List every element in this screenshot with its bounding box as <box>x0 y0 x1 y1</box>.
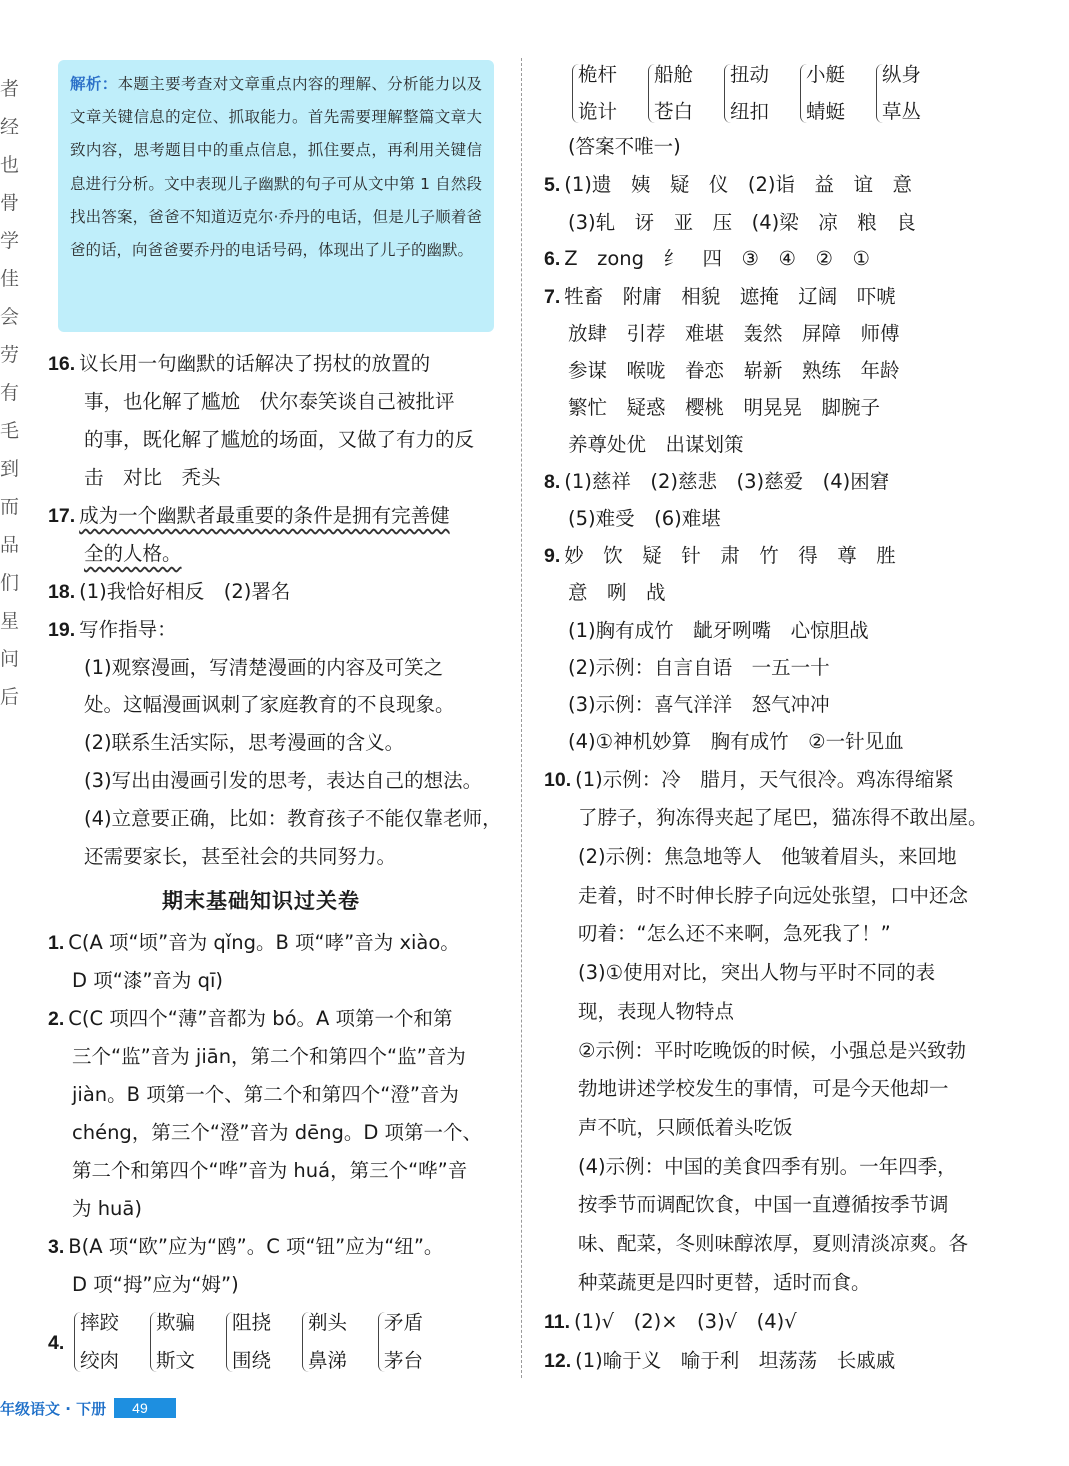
pair-word: 扭动 <box>730 63 770 86</box>
edge-char: 劳 <box>0 344 20 366</box>
q3-line1: 3. B(A 项“欧”应为“鸥”。C 项“钮”应为“纽”。 <box>48 1235 444 1258</box>
pair-word: 斯文 <box>156 1349 196 1372</box>
q9-line: (1)胸有成竹 龇牙咧嘴 心惊胆战 <box>568 619 869 642</box>
edge-char: 星 <box>0 610 20 632</box>
q7-line1: 7. 牲畜 附庸 相貌 遮掩 辽阔 吓唬 <box>544 285 896 308</box>
q10-line: (3)①使用对比，突出人物与平时不同的表 <box>578 961 936 984</box>
q1-line2: D 项“漆”音为 qī) <box>72 969 224 992</box>
q10-line: 声不吭，只顾低着头吃饭 <box>578 1116 793 1139</box>
q9-line1: 9. 妙 饮 疑 针 肃 竹 得 尊 胜 <box>544 544 896 567</box>
q10-line: 走着，时不时伸长脖子向远处张望，口中还念 <box>578 884 969 907</box>
edge-char: 骨 <box>0 192 20 214</box>
pair-word: 桅杆 <box>578 63 618 86</box>
pair-word: 鼻涕 <box>308 1349 348 1372</box>
edge-char: 者 <box>0 78 20 100</box>
q17-line2: 全的人格。 <box>84 542 182 565</box>
q12: 12. (1)喻于义 喻于利 坦荡荡 长戚戚 <box>544 1349 896 1372</box>
page-number: 49 <box>114 1398 176 1418</box>
edge-char: 会 <box>0 306 20 328</box>
q10-line: 勃地讲述学校发生的事情，可是今天他却一 <box>578 1077 949 1100</box>
q7-line: 繁忙 疑惑 樱桃 明晃晃 脚腕子 <box>568 396 881 419</box>
q19-line: 还需要家长，甚至社会的共同努力。 <box>84 845 397 868</box>
q10-line: 了脖子，狗冻得夹起了尾巴，猫冻得不敢出屋。 <box>578 806 988 829</box>
edge-char: 们 <box>0 572 20 594</box>
q19-line: (3)写出由漫画引发的思考，表达自己的想法。 <box>84 769 483 792</box>
q11: 11. (1)√ (2)× (3)√ (4)√ <box>544 1310 797 1333</box>
pair-word: 草丛 <box>882 100 922 123</box>
pair-word: 苍白 <box>654 100 694 123</box>
q2-line: 第二个和第四个“哗”音为 huá，第三个“哗”音 <box>72 1159 468 1182</box>
q16-line2: 事，也化解了尴尬 伏尔泰笑谈自己被批评 <box>84 390 455 413</box>
q7-line: 参谋 喉咙 眷恋 崭新 熟练 年龄 <box>568 359 900 382</box>
q10-line: 现，表现人物特点 <box>578 1000 735 1023</box>
q19-line: 处。这幅漫画讽刺了家庭教育的不良现象。 <box>84 693 455 716</box>
pair-word: 纽扣 <box>730 100 770 123</box>
q2-line: 为 huā) <box>72 1197 142 1220</box>
q6: 6. Z zong 纟 四 ③ ④ ② ① <box>544 247 870 270</box>
q9-line: (2)示例：自言自语 一五一十 <box>568 656 830 679</box>
pair-word: 船舱 <box>654 63 694 86</box>
edge-char: 而 <box>0 496 20 518</box>
q10-line: 叨着：“怎么还不来啊，急死我了！” <box>578 922 891 945</box>
q10-line: 种菜蔬更是四时更替，适时而食。 <box>578 1271 871 1294</box>
edge-bleed-text <box>0 70 20 716</box>
q10-line: ②示例：平时吃晚饭的时候，小强总是兴致勃 <box>578 1039 966 1062</box>
q19-line: (2)联系生活实际，思考漫画的含义。 <box>84 731 405 754</box>
edge-char: 也 <box>0 154 20 176</box>
q3-line2: D 项“拇”应为“姆”) <box>72 1273 239 1296</box>
q8-line1: 8. (1)慈祥 (2)慈悲 (3)慈爱 (4)困窘 <box>544 470 890 493</box>
q5-line1: 5. (1)遗 姨 疑 仪 (2)诣 益 谊 意 <box>544 173 913 196</box>
q2-line1: 2. C(C 项四个“薄”音都为 bó。A 项第一个和第 <box>48 1007 453 1030</box>
pair-word: 蜻蜓 <box>806 100 846 123</box>
q9-line: (4)①神机妙算 胸有成竹 ②一针见血 <box>568 730 904 753</box>
q16-line3: 的事，既化解了尴尬的场面，又做了有力的反 <box>84 428 475 451</box>
q19-line: (4)立意要正确，比如：教育孩子不能仅靠老师， <box>84 807 502 830</box>
q10-line: (4)示例：中国的美食四季有别。一年四季， <box>578 1155 957 1178</box>
q18: 18. (1)我恰好相反 (2)署名 <box>48 580 291 603</box>
q2-line: 三个“监”音为 jiān，第二个和第四个“监”音为 <box>72 1045 466 1068</box>
pair-word: 阻挠 <box>232 1311 272 1334</box>
pair-word: 矛盾 <box>384 1311 424 1334</box>
section-title: 期末基础知识过关卷 <box>162 889 360 913</box>
analysis-label: 解析： <box>70 75 118 93</box>
edge-char: 后 <box>0 686 20 708</box>
q16-line1: 16. 议长用一句幽默的话解决了拐杖的放置的 <box>48 352 431 375</box>
column-divider <box>521 58 522 1378</box>
q19-line: (1)观察漫画，写清楚漫画的内容及可笑之 <box>84 656 444 679</box>
book-name: 年级语文 · 下册 <box>0 1399 107 1418</box>
q9-line: 意 咧 战 <box>568 581 666 604</box>
edge-char: 佳 <box>0 268 20 290</box>
edge-char: 到 <box>0 458 20 480</box>
q2-line: jiàn。B 项第一个、第二个和第四个“澄”音为 <box>72 1083 459 1106</box>
pair-word: 茅台 <box>384 1349 424 1372</box>
q9-line: (3)示例：喜气洋洋 怒气冲冲 <box>568 693 830 716</box>
q17-line1: 17. 成为一个幽默者最重要的条件是拥有完善健 <box>48 504 450 527</box>
edge-char: 有 <box>0 382 20 404</box>
pair-word: 绞肉 <box>80 1349 120 1372</box>
pair-word: 小艇 <box>806 63 846 86</box>
q10-line: 味、配菜，冬则味醇浓厚，夏则清淡凉爽。各 <box>578 1232 969 1255</box>
pair-word: 摔跤 <box>80 1311 120 1334</box>
edge-char: 毛 <box>0 420 20 442</box>
analysis-text: 本题主要考查对文章重点内容的理解、分析能力以及文章关键信息的定位、抓取能力。首先需要理解整篇文章大致内容，思考题目中的重点信息，抓住要点，再利用关键信息进行分析。文中表现儿子幽默的句子可从文中第 1 自然段找出答案，爸爸不知道迈克尔·乔丹的电话，但是儿子顺着爸爸的话，向爸爸要乔丹的电话号码，体现出了儿子的幽默。 <box>70 75 482 260</box>
q1-line1: 1. C(A 项“顷”音为 qǐng。B 项“哮”音为 xiào。 <box>48 931 460 954</box>
q10-line1: 10. (1)示例：冷 腊月，天气很冷。鸡冻得缩紧 <box>544 768 954 791</box>
q10-line: 按季节而调配饮食，中国一直遵循按季节调 <box>578 1193 949 1216</box>
q16-line4: 击 对比 秃头 <box>84 466 221 489</box>
pair-word: 纵身 <box>882 63 922 86</box>
note: (答案不唯一) <box>568 135 681 158</box>
q4-number: 4. <box>48 1332 65 1354</box>
q19-heading: 19. 写作指导： <box>48 618 177 641</box>
q7-line: 养尊处优 出谋划策 <box>568 433 744 456</box>
q7-line: 放肆 引荐 难堪 轰然 屏障 师傅 <box>568 322 900 345</box>
edge-char: 学 <box>0 230 20 252</box>
edge-char: 经 <box>0 116 20 138</box>
edge-char: 品 <box>0 534 20 556</box>
edge-char: 问 <box>0 648 20 670</box>
analysis-box <box>58 60 494 332</box>
pair-word: 剃头 <box>308 1311 348 1334</box>
q2-line: chéng，第三个“澄”音为 dēng。D 项第一个、 <box>72 1121 483 1144</box>
pair-word: 围绕 <box>232 1349 272 1372</box>
q5-line2: (3)轧 讶 亚 压 (4)梁 凉 粮 良 <box>568 211 916 234</box>
pair-word: 欺骗 <box>156 1311 196 1334</box>
pair-word: 诡计 <box>578 100 618 123</box>
q8-line2: (5)难受 (6)难堪 <box>568 507 721 530</box>
q10-line: (2)示例：焦急地等人 他皱着眉头，来回地 <box>578 845 957 868</box>
page-footer <box>0 1397 176 1419</box>
